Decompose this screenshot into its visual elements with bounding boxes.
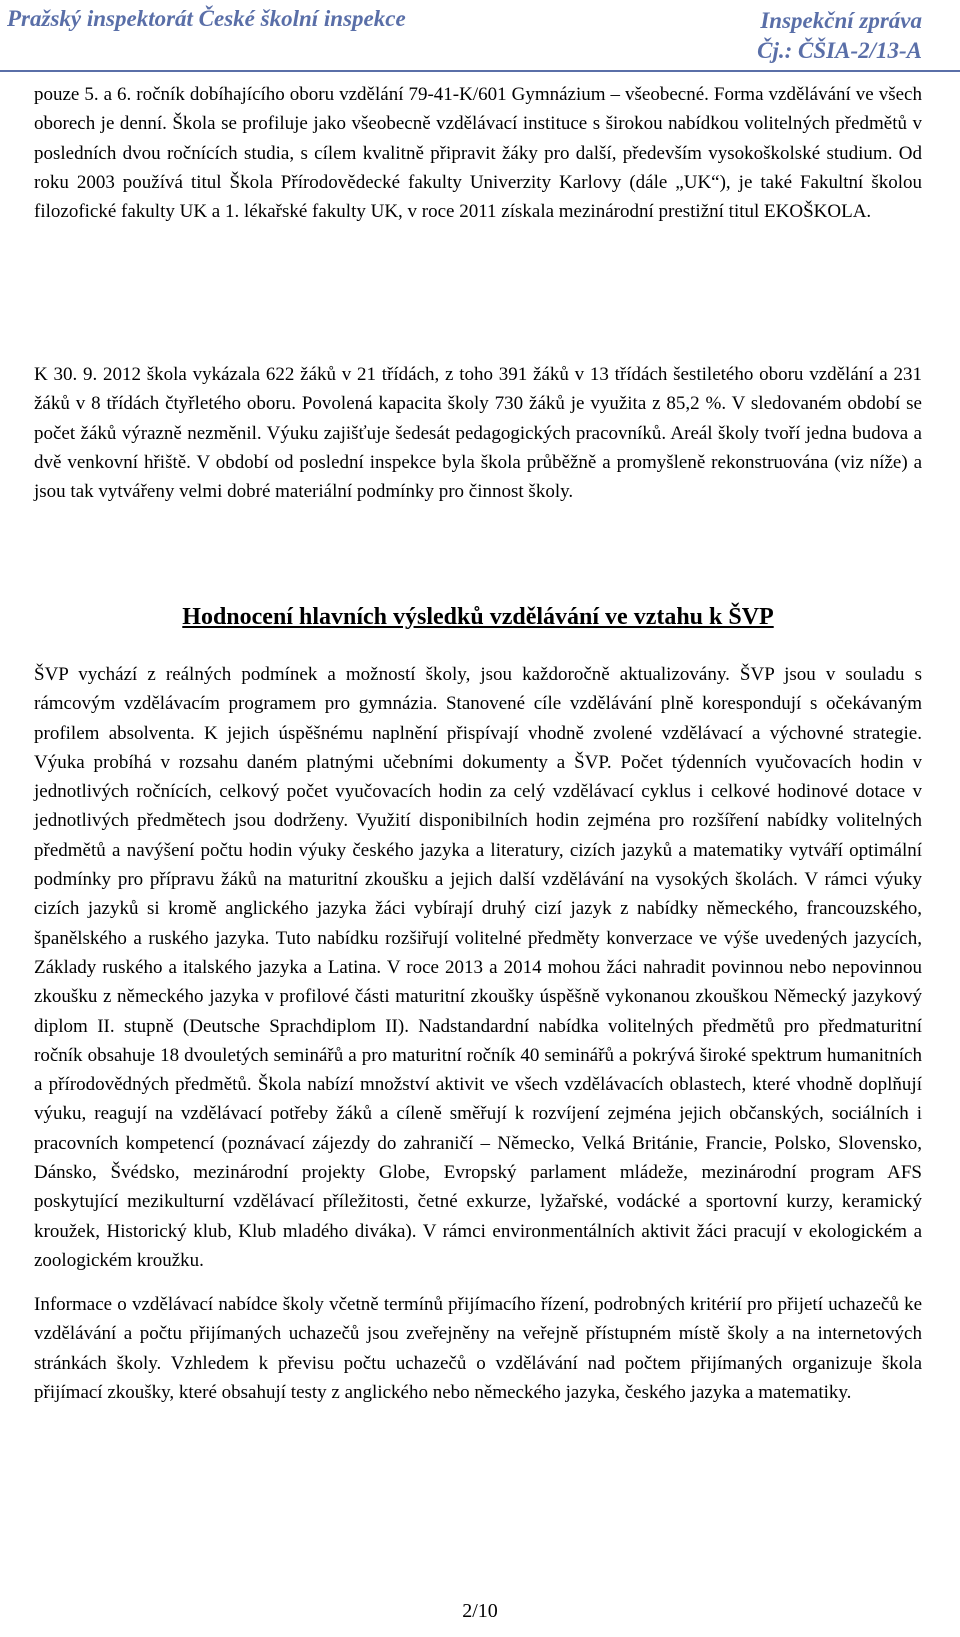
report-id-block	[757, 6, 922, 66]
paragraph-admission-info: Informace o vzdělávací nabídce školy včetně termínů přijímacího řízení, podrobných kritérií pro přijetí uchazečů ke vzdělávání a počtu přijímaných uchazečů jsou zveřejněny na veřejně přístupném místě školy a na internetových stránkách školy. Vzhledem k převisu počtu uchazečů o vzdělávání nad počtem přijímaných organizuje škola přijímací zkoušky, které obsahují testy z anglického nebo německého jazyka, českého jazyka a matematiky.	[34, 1294, 922, 1403]
report-type: Inspekční zpráva	[760, 8, 922, 33]
paragraph-school-statistics: K 30. 9. 2012 škola vykázala 622 žáků v 21 třídách, z toho 391 žáků v 13 třídách šestiletého oboru vzdělání a 231 žáků v 8 třídách čtyřletého oboru. Povolená kapacita školy 730 žáků je využita z 85,2 %. V sledovaném období se počet žáků výrazně nezměnil. Výuku zajišťuje šedesát pedagogických pracovníků. Areál školy tvoří jedna budova a dvě venkovní hřiště. V období od poslední inspekce byla škola průběžně a promyšleně rekonstruována (viz níže) a jsou tak vytvářeny velmi dobré materiální podmínky pro činnost školy.	[34, 364, 922, 503]
page-number: 2/10	[462, 1600, 498, 1622]
paragraph-svp-evaluation: ŠVP vychází z reálných podmínek a možností školy, jsou každoročně aktualizovány. ŠVP jsou v souladu s rámcovým vzdělávacím programem pro gymnázia. Stanovené cíle vzdělávání plně korespondují s očekávaným profilem absolventa. K jejich úspěšnému naplnění přispívají vhodně zvolené vzdělávací a výchovné strategie. Výuka probíhá v rozsahu daném platnými učebními dokumenty a ŠVP. Počet týdenních vyučovacích hodin v jednotlivých ročnících, celkový počet vyučovacích hodin za celý vzdělávací cyklus i celkové hodinové dotace v jednotlivých předmětech jsou dodrženy. Využití disponibilních hodin zejména pro rozšíření nabídky volitelných předmětů a navýšení počtu hodin výuky českého jazyka a literatury, cizích jazyků a matematiky vytváří optimální podmínky pro přípravu žáků na maturitní zkoušku a jejich další vzdělávání na vysokých školách. V rámci výuky cizích jazyků si kromě anglického jazyka žáci vybírají druhý cizí jazyk z nabídky německého, francouzského, španělského a ruského jazyka. Tuto nabídku rozšiřují volitelné předměty konverzace ve výše uvedených jazycích, Základy ruského a italského jazyka a Latina. V roce 2013 a 2014 mohou žáci nahradit povinnou nebo nepovinnou zkoušku z německého jazyka v profilové části maturitní zkoušky úspěšně vykonanou zkouškou Německý jazykový diplom II. stupně (Deutsche Sprachdiplom II). Nadstandardní nabídka volitelných předmětů pro předmaturitní ročník obsahuje 18 dvouletých seminářů a pro maturitní ročník 40 seminářů a pokrývá široké spektrum humanitních a přírodovědných předmětů. Škola nabízí množství aktivit ve všech vzdělávacích oblastech, které vhodně doplňují výuku, reagují na vzdělávací potřeby žáků a cíleně směřují k rozvíjení zejména jejich občanských, sociálních i pracovních kompetencí (poznávací zájezdy do zahraničí – Německo, Velká Británie, Francie, Polsko, Slovensko, Dánsko, Švédsko, mezinárodní projekty Globe, Evropský parlament mládeže, mezinárodní program AFS poskytující mezikulturní vzdělávací příležitosti, četné exkurze, lyžařské, vodácké a sportovní kurzy, keramický kroužek, Historický klub, Klub mladého diváka). V rámci environmentálních aktivit žáci pracují v ekologickém a zoologickém kroužku.	[34, 664, 922, 1271]
page-header	[0, 0, 960, 80]
inspectorate-name: Pražský inspektorát České školní inspekce	[7, 6, 406, 31]
section-heading: Hodnocení hlavních výsledků vzdělávání ve vztahu k ŠVP	[182, 604, 774, 630]
reference-number: Čj.: ČŠIA-2/13-A	[757, 38, 922, 63]
paragraph-school-profile: pouze 5. a 6. ročník dobíhajícího oboru vzdělání 79-41-K/601 Gymnázium – všeobecné. Forma vzdělávání ve všech oborech je denní. Škola se profiluje jako všeobecně vzdělávací instituce s širokou nabídkou volitelných předmětů v posledních dvou ročnících studia, s cílem kvalitně připravit žáky pro další, především vysokoškolské studium. Od roku 2003 používá titul Škola Přírodovědecké fakulty Univerzity Karlovy (dále „UK“), je také Fakultní školou filozofické fakulty UK a 1. lékařské fakulty UK, v roce 2011 získala mezinárodní prestižní titul EKOŠKOLA.	[34, 84, 922, 223]
header-divider	[0, 70, 960, 72]
document-body	[34, 80, 922, 1450]
